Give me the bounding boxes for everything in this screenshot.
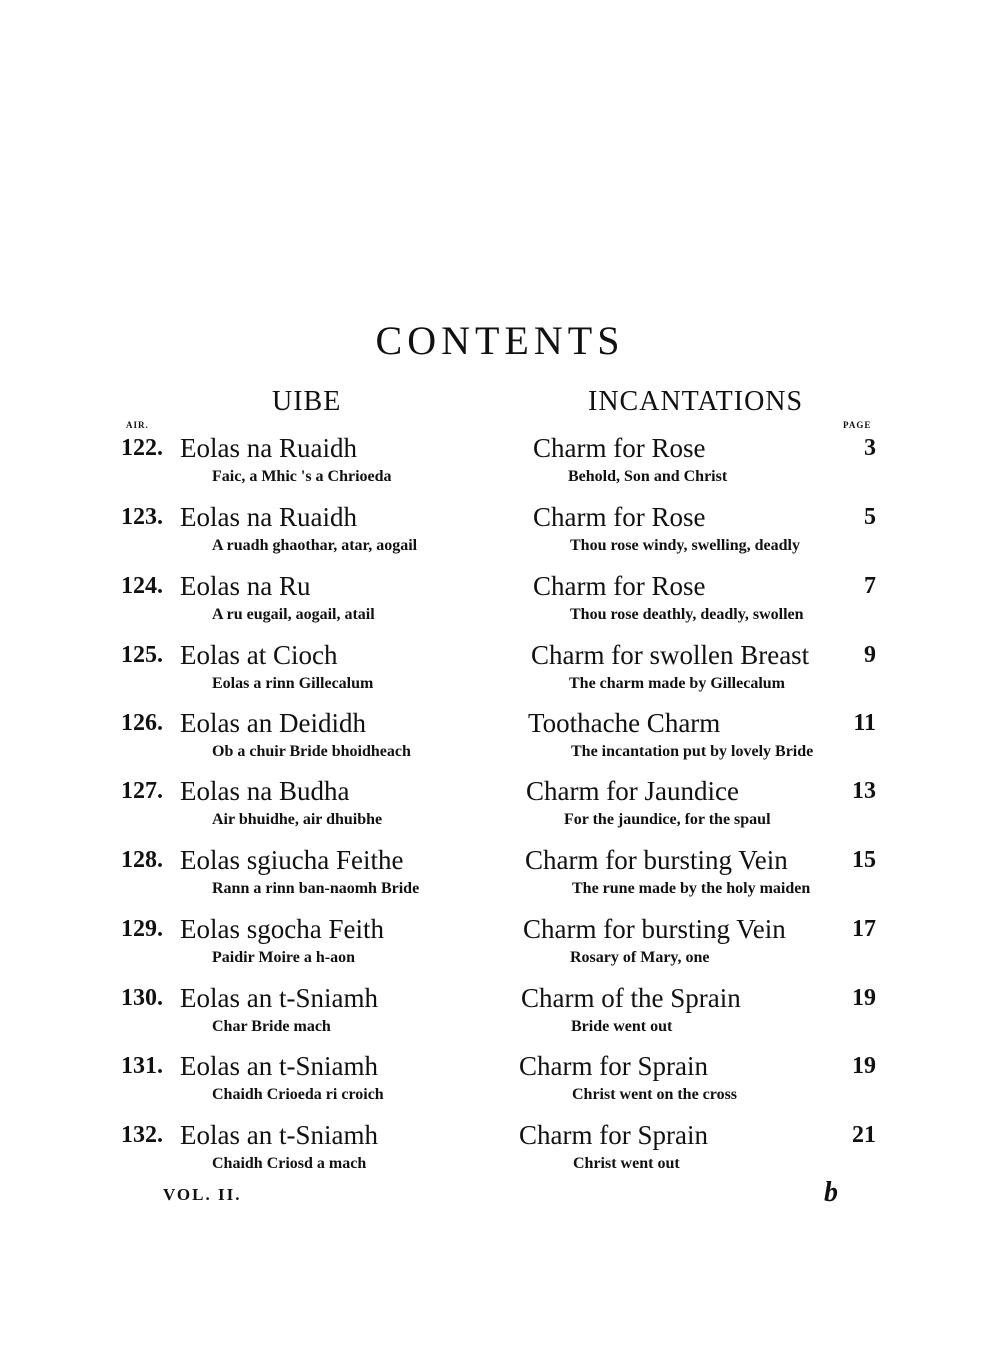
contents-entry-126	[0, 708, 1000, 774]
entry-english-title: Charm for bursting Vein	[523, 914, 786, 944]
entry-number: 130.	[121, 985, 163, 1011]
entry-english-title: Charm for Rose	[533, 433, 706, 463]
entry-page-number: 17	[852, 916, 876, 942]
entry-gaelic-subtitle: Air bhuidhe, air dhuibhe	[212, 811, 383, 828]
entry-english-title: Charm for Rose	[533, 502, 706, 532]
entry-english-subtitle: The incantation put by lovely Bride	[571, 743, 814, 760]
entry-number: 127.	[121, 778, 163, 804]
entry-page-number: 11	[853, 710, 876, 736]
entry-gaelic-title: Eolas an Deididh	[180, 708, 366, 738]
entry-english-subtitle: Behold, Son and Christ	[568, 468, 728, 485]
entry-gaelic-title: Eolas na Ruaidh	[180, 502, 357, 532]
entry-gaelic-subtitle: A ru eugail, aogail, atail	[212, 606, 375, 623]
entry-page-number: 7	[864, 573, 876, 599]
entry-gaelic-subtitle: Chaidh Crioeda ri croich	[212, 1086, 384, 1103]
entry-number: 124.	[121, 573, 163, 599]
entry-number: 131.	[121, 1053, 163, 1079]
contents-entry-125	[0, 640, 1000, 706]
entry-english-subtitle: The rune made by the holy maiden	[572, 880, 811, 897]
entry-number: 123.	[121, 504, 163, 530]
entry-page-number: 19	[852, 1053, 876, 1079]
entry-gaelic-title: Eolas an t-Sniamh	[180, 983, 378, 1013]
entry-gaelic-subtitle: A ruadh ghaothar, atar, aogail	[212, 537, 418, 554]
entry-number: 125.	[121, 642, 163, 668]
entry-gaelic-subtitle: Faic, a Mhic 's a Chrioeda	[212, 468, 392, 485]
entry-number: 129.	[121, 916, 163, 942]
entry-page-number: 19	[852, 985, 876, 1011]
entry-number: 128.	[121, 847, 163, 873]
entry-english-title: Charm for Sprain	[519, 1051, 708, 1081]
entry-gaelic-subtitle: Chaidh Criosd a mach	[212, 1155, 367, 1172]
entry-english-subtitle: Thou rose windy, swelling, deadly	[570, 537, 800, 554]
entry-english-title: Charm for Sprain	[519, 1120, 708, 1150]
contents-entry-131	[0, 1051, 1000, 1117]
entry-gaelic-title: Eolas na Ru	[180, 571, 311, 601]
entry-gaelic-subtitle: Paidir Moire a h-aon	[212, 949, 355, 966]
entry-english-title: Charm for Rose	[533, 571, 706, 601]
contents-entry-130	[0, 983, 1000, 1049]
contents-entry-124	[0, 571, 1000, 637]
entry-gaelic-title: Eolas na Budha	[180, 776, 350, 806]
entry-gaelic-subtitle: Rann a rinn ban-naomh Bride	[212, 880, 420, 897]
entry-english-subtitle: The charm made by Gillecalum	[569, 675, 785, 692]
footer-signature: b	[824, 1177, 838, 1208]
entry-gaelic-title: Eolas an t-Sniamh	[180, 1120, 378, 1150]
entry-english-subtitle: Thou rose deathly, deadly, swollen	[570, 606, 804, 623]
entry-page-number: 13	[852, 778, 876, 804]
entry-gaelic-title: Eolas sgiucha Feithe	[180, 845, 404, 875]
air-label: AIR.	[126, 420, 149, 430]
entry-number: 126.	[121, 710, 163, 736]
entry-english-title: Charm for Jaundice	[526, 776, 739, 806]
entry-gaelic-title: Eolas an t-Sniamh	[180, 1051, 378, 1081]
entry-gaelic-subtitle: Char Bride mach	[212, 1018, 331, 1035]
footer-volume: VOL. II.	[163, 1185, 242, 1204]
entry-english-subtitle: For the jaundice, for the spaul	[564, 811, 771, 828]
entry-page-number: 15	[852, 847, 876, 873]
contents-entry-128	[0, 845, 1000, 911]
entry-english-subtitle: Christ went on the cross	[572, 1086, 738, 1103]
entry-english-subtitle: Rosary of Mary, one	[570, 949, 710, 966]
contents-entry-129	[0, 914, 1000, 980]
entry-page-number: 3	[864, 435, 876, 461]
contents-entry-123	[0, 502, 1000, 568]
entry-number: 132.	[121, 1122, 163, 1148]
column-header-incantations: INCANTATIONS	[588, 386, 804, 417]
entry-page-number: 21	[852, 1122, 876, 1148]
entry-page-number: 9	[864, 642, 876, 668]
contents-entry-122	[0, 433, 1000, 499]
entry-number: 122.	[121, 435, 163, 461]
entry-english-title: Charm of the Sprain	[521, 983, 741, 1013]
entry-english-subtitle: Bride went out	[571, 1018, 673, 1035]
contents-entry-127	[0, 776, 1000, 842]
entry-english-title: Charm for bursting Vein	[525, 845, 788, 875]
entry-gaelic-title: Eolas sgocha Feith	[180, 914, 384, 944]
entry-gaelic-title: Eolas na Ruaidh	[180, 433, 357, 463]
column-header-uibe: UIBE	[272, 386, 342, 417]
entry-page-number: 5	[864, 504, 876, 530]
entry-gaelic-subtitle: Ob a chuir Bride bhoidheach	[212, 743, 411, 760]
contents-entry-132	[0, 1120, 1000, 1186]
entry-gaelic-subtitle: Eolas a rinn Gillecalum	[212, 675, 374, 692]
entry-gaelic-title: Eolas at Cioch	[180, 640, 338, 670]
page-label: PAGE	[843, 420, 872, 430]
entry-english-title: Toothache Charm	[528, 708, 721, 738]
page-title: CONTENTS	[375, 318, 625, 363]
entry-english-title: Charm for swollen Breast	[531, 640, 810, 670]
entry-english-subtitle: Christ went out	[573, 1155, 680, 1172]
